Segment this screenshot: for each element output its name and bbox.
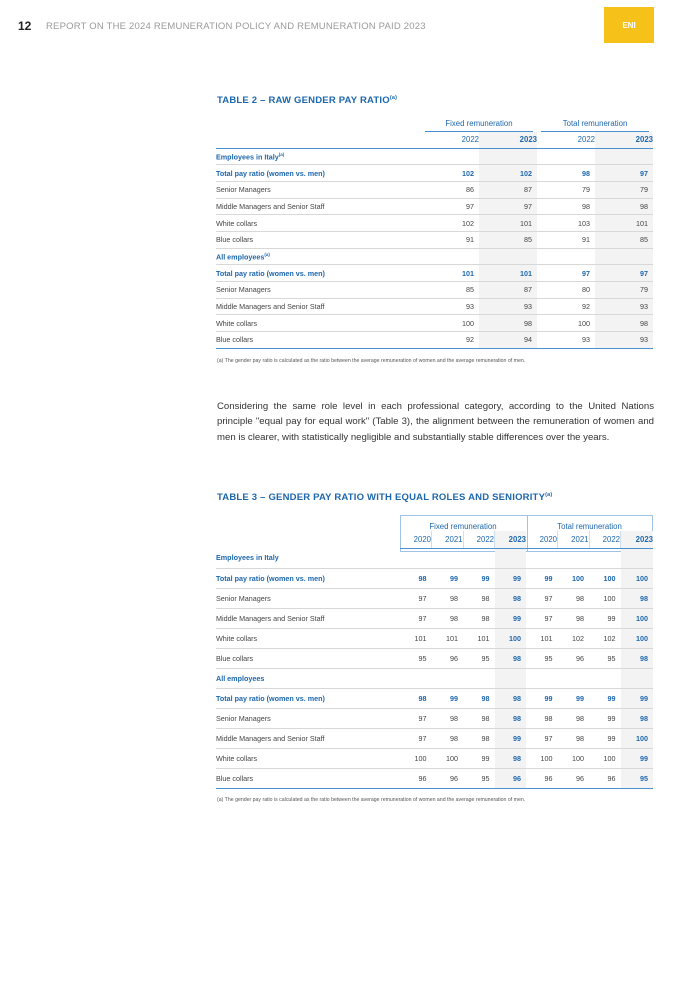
table3-cell: 100 (621, 568, 654, 588)
table3-cell: 97 (400, 708, 432, 728)
table3-row (216, 548, 653, 568)
table2-title-text: TABLE 2 – RAW GENDER PAY RATIO (217, 95, 390, 107)
table3-cell: 98 (558, 708, 590, 728)
table2-cell: 102 (421, 215, 479, 232)
table2-year: 2022 (537, 132, 595, 148)
body-paragraph: Considering the same role level in each professional category, according to the United Nations principle "equal pay for equal work" (Table 3), the alignment between the remuneration of women and men is clearer, with statistically negligible and substantially stable differences over the years. (217, 401, 654, 443)
table3-cell: 95 (621, 768, 654, 788)
table3-cell: 100 (621, 608, 654, 628)
table3-row-label: Employees in Italy (216, 548, 400, 568)
table3-cell (526, 548, 558, 568)
table2-cell: 91 (537, 231, 595, 248)
table3-cell: 99 (495, 568, 527, 588)
table2-cell: 86 (421, 181, 479, 198)
table3-year: 2021 (558, 531, 590, 548)
table2-row-label: White collars (216, 315, 421, 332)
table2-cell: 97 (537, 265, 595, 282)
table3-year: 2022 (463, 531, 495, 548)
table2-row (216, 282, 653, 299)
table3-cell: 98 (495, 588, 527, 608)
table3-cell: 99 (589, 608, 621, 628)
table3-cell: 99 (558, 688, 590, 708)
table3-cell: 96 (589, 768, 621, 788)
table2-cell: 79 (595, 282, 653, 299)
table2-year: 2023 (595, 132, 653, 148)
table3-cell: 97 (400, 588, 432, 608)
table3-row (216, 588, 653, 608)
table3-cell: 100 (621, 628, 654, 648)
table2-row (216, 315, 653, 332)
table3-cell: 99 (526, 568, 558, 588)
table3-row-label: All employees (216, 668, 400, 688)
table3-cell: 99 (621, 748, 654, 768)
table3-cell: 95 (463, 768, 495, 788)
table3-cell: 96 (400, 768, 432, 788)
table3-cell: 98 (495, 648, 527, 668)
table3-body (216, 548, 653, 788)
table3-cell: 100 (400, 748, 432, 768)
table3-cell (400, 548, 432, 568)
table3-cell: 98 (400, 688, 432, 708)
table3-cell: 95 (463, 648, 495, 668)
table2-cell: 97 (595, 165, 653, 182)
table2-cell (421, 148, 479, 165)
table3-cell (621, 668, 654, 688)
table3-cell: 101 (400, 628, 432, 648)
table3-cell: 98 (558, 728, 590, 748)
table2-cell: 98 (479, 315, 537, 332)
table3-row-label: Middle Managers and Senior Staff (216, 728, 400, 748)
table2-cell: 87 (479, 282, 537, 299)
table3 (216, 515, 653, 789)
table3-cell: 96 (526, 768, 558, 788)
table3-cell (589, 668, 621, 688)
table3-cell: 100 (558, 568, 590, 588)
table2-cell: 103 (537, 215, 595, 232)
table3-cell (558, 548, 590, 568)
table2-cell: 93 (595, 332, 653, 349)
table3-cell: 99 (432, 688, 464, 708)
table3-row-label: Middle Managers and Senior Staff (216, 608, 400, 628)
table3-cell: 95 (589, 648, 621, 668)
table3-cell (432, 668, 464, 688)
table2-group-fixed: Fixed remuneration (421, 119, 537, 132)
table3-year: 2023 (621, 531, 654, 548)
table2-cell: 97 (479, 198, 537, 215)
table3-cell: 99 (463, 568, 495, 588)
table3-cell (558, 668, 590, 688)
table2-cell: 98 (595, 198, 653, 215)
table3-cell: 96 (432, 648, 464, 668)
table3-cell: 98 (621, 588, 654, 608)
table2-row (216, 165, 653, 182)
table3-row (216, 568, 653, 588)
table3-cell: 99 (495, 608, 527, 628)
table3-row-label: Blue collars (216, 648, 400, 668)
table3-row (216, 708, 653, 728)
table3-cell (432, 548, 464, 568)
table2-cell: 80 (537, 282, 595, 299)
table2-cell (537, 148, 595, 165)
table3-row-label: Total pay ratio (women vs. men) (216, 688, 400, 708)
table3-cell: 97 (400, 728, 432, 748)
table2-row-label: Middle Managers and Senior Staff (216, 198, 421, 215)
table2-cell: 93 (479, 298, 537, 315)
table3-row-label: Total pay ratio (women vs. men) (216, 568, 400, 588)
table2-row-label: White collars (216, 215, 421, 232)
table2-year: 2023 (479, 132, 537, 148)
table3-cell: 96 (558, 768, 590, 788)
table2-cell: 85 (421, 282, 479, 299)
table3-cell: 98 (432, 608, 464, 628)
table3-cell: 100 (526, 748, 558, 768)
table2-cell: 93 (421, 298, 479, 315)
report-header-title: REPORT ON THE 2024 REMUNERATION POLICY AND REMUNERATION PAID 2023 (46, 21, 426, 32)
table3-cell (526, 668, 558, 688)
table3-cell (589, 548, 621, 568)
table2-row (216, 148, 653, 165)
table3-row (216, 628, 653, 648)
table3-cell: 98 (463, 728, 495, 748)
table2-cell: 93 (537, 332, 595, 349)
table3-group-fixed: Fixed remuneration (429, 522, 497, 531)
table3-cell: 101 (526, 628, 558, 648)
table2-cell: 87 (479, 181, 537, 198)
table3-cell: 99 (463, 748, 495, 768)
table2-cell: 101 (479, 265, 537, 282)
table3-cell: 97 (526, 728, 558, 748)
table3-cell: 96 (432, 768, 464, 788)
table3-cell: 102 (589, 628, 621, 648)
table2-row (216, 181, 653, 198)
table2-cell: 85 (479, 231, 537, 248)
table3-row (216, 748, 653, 768)
table3-cell (621, 548, 654, 568)
brand-logo (604, 7, 654, 43)
table2-cell (479, 248, 537, 265)
table3-row-label: Senior Managers (216, 588, 400, 608)
table3-cell: 99 (589, 728, 621, 748)
table3-years-row (216, 531, 653, 548)
table2-title (217, 95, 397, 106)
table3-cell: 101 (432, 628, 464, 648)
table3-cell: 98 (621, 708, 654, 728)
page-number: 12 (18, 19, 32, 33)
table3-cell: 95 (526, 648, 558, 668)
table3-cell: 100 (495, 628, 527, 648)
table3-cell: 98 (432, 588, 464, 608)
table3-cell: 98 (463, 608, 495, 628)
table3-cell: 97 (526, 608, 558, 628)
table2-cell: 97 (595, 265, 653, 282)
table3-cell (463, 548, 495, 568)
table2-year: 2022 (421, 132, 479, 148)
table3-cell: 100 (558, 748, 590, 768)
table3-row (216, 608, 653, 628)
table2-cell (595, 148, 653, 165)
table3-cell: 102 (558, 628, 590, 648)
table2-cell (537, 248, 595, 265)
table2-cell: 102 (421, 165, 479, 182)
table3-row (216, 668, 653, 688)
table3-year: 2023 (495, 531, 527, 548)
table2-cell (479, 148, 537, 165)
table2 (216, 119, 653, 349)
table3-year: 2020 (526, 531, 558, 548)
table3-cell: 100 (589, 588, 621, 608)
table2-cell: 79 (595, 181, 653, 198)
table2-cell: 98 (537, 198, 595, 215)
table3-cell: 98 (558, 608, 590, 628)
table3-cell: 96 (558, 648, 590, 668)
table2-cell: 93 (595, 298, 653, 315)
table2-title-note: (a) (389, 95, 398, 101)
table2-row-label: All employees$^{(a)}$ (216, 248, 421, 265)
table3-cell: 97 (526, 588, 558, 608)
table2-cell: 101 (595, 215, 653, 232)
table2-row (216, 332, 653, 349)
table3-cell: 98 (463, 688, 495, 708)
table2-cell: 98 (595, 315, 653, 332)
table3-cell (400, 668, 432, 688)
table3-group-total: Total remuneration (557, 522, 622, 531)
table2-row (216, 298, 653, 315)
table2-row-label: Senior Managers (216, 181, 421, 198)
table3-cell: 98 (621, 648, 654, 668)
table3-year: 2022 (589, 531, 621, 548)
table3-cell: 98 (495, 688, 527, 708)
table2-cell: 92 (421, 332, 479, 349)
table3-row (216, 728, 653, 748)
table3-cell: 99 (589, 708, 621, 728)
table3-year: 2020 (400, 531, 432, 548)
table3-row (216, 648, 653, 668)
table2-row-label: Employees in Italy$^{(a)}$ (216, 148, 421, 165)
table3-cell (495, 548, 527, 568)
table2-cell: 98 (537, 165, 595, 182)
table2-cell: 85 (595, 231, 653, 248)
table3-cell: 98 (432, 708, 464, 728)
table2-row (216, 215, 653, 232)
table2-cell: 102 (479, 165, 537, 182)
table3-cell: 98 (495, 708, 527, 728)
table3-row (216, 768, 653, 788)
table2-row-label: Blue collars (216, 231, 421, 248)
table2-cell: 92 (537, 298, 595, 315)
table2-row-label: Senior Managers (216, 282, 421, 299)
table3-cell: 98 (463, 708, 495, 728)
table2-footnote: (a) The gender pay ratio is calculated as the ratio between the average remuneration of women and the average remuneration of men. (217, 358, 526, 364)
table3-cell: 99 (589, 688, 621, 708)
table3-year: 2021 (432, 531, 464, 548)
table3-cell: 100 (432, 748, 464, 768)
table2-row (216, 198, 653, 215)
table2-row (216, 248, 653, 265)
table3-title-text: TABLE 3 – GENDER PAY RATIO WITH EQUAL ROLES AND SENIORITY (217, 492, 546, 504)
table3-cell: 98 (526, 708, 558, 728)
table2-cell: 100 (421, 315, 479, 332)
table3-row-label: White collars (216, 628, 400, 648)
table3-row-label: Senior Managers (216, 708, 400, 728)
table3-title-note: (a) (545, 492, 553, 498)
table2-cell: 91 (421, 231, 479, 248)
table3-cell: 100 (589, 568, 621, 588)
table3-cell: 100 (621, 728, 654, 748)
table2-cell: 101 (421, 265, 479, 282)
table3-cell: 99 (432, 568, 464, 588)
table2-cell (421, 248, 479, 265)
table3-footnote: (a) The gender pay ratio is calculated as the ratio between the average remuneration of women and the average remuneration of men. (217, 797, 526, 803)
table3-cell: 98 (558, 588, 590, 608)
table3-cell (495, 668, 527, 688)
table2-cell: 79 (537, 181, 595, 198)
table3-row-label: White collars (216, 748, 400, 768)
table3-cell: 98 (495, 748, 527, 768)
table2-cell (595, 248, 653, 265)
table2-row-label: Total pay ratio (women vs. men) (216, 165, 421, 182)
table3-cell: 98 (432, 728, 464, 748)
table3-cell: 98 (400, 568, 432, 588)
table2-cell: 101 (479, 215, 537, 232)
table2-row (216, 265, 653, 282)
table2-cell: 94 (479, 332, 537, 349)
table3-title (217, 492, 552, 503)
table2-cell: 100 (537, 315, 595, 332)
table3-cell: 101 (463, 628, 495, 648)
table2-row-label: Middle Managers and Senior Staff (216, 298, 421, 315)
table3-cell: 97 (400, 608, 432, 628)
table2-cell: 97 (421, 198, 479, 215)
table3-cell: 99 (621, 688, 654, 708)
brand-logo-text: ENI (622, 20, 636, 30)
table3-cell: 99 (526, 688, 558, 708)
table3-cell: 96 (495, 768, 527, 788)
table2-body (216, 148, 653, 348)
table3-cell: 99 (495, 728, 527, 748)
table3-row-label: Blue collars (216, 768, 400, 788)
table2-row-label: Total pay ratio (women vs. men) (216, 265, 421, 282)
table3-cell: 95 (400, 648, 432, 668)
table3-cell: 100 (589, 748, 621, 768)
table2-row-label: Blue collars (216, 332, 421, 349)
table3-cell: 98 (463, 588, 495, 608)
table3-row (216, 688, 653, 708)
table2-row (216, 231, 653, 248)
table3-cell (463, 668, 495, 688)
table2-group-total: Total remuneration (537, 119, 653, 132)
